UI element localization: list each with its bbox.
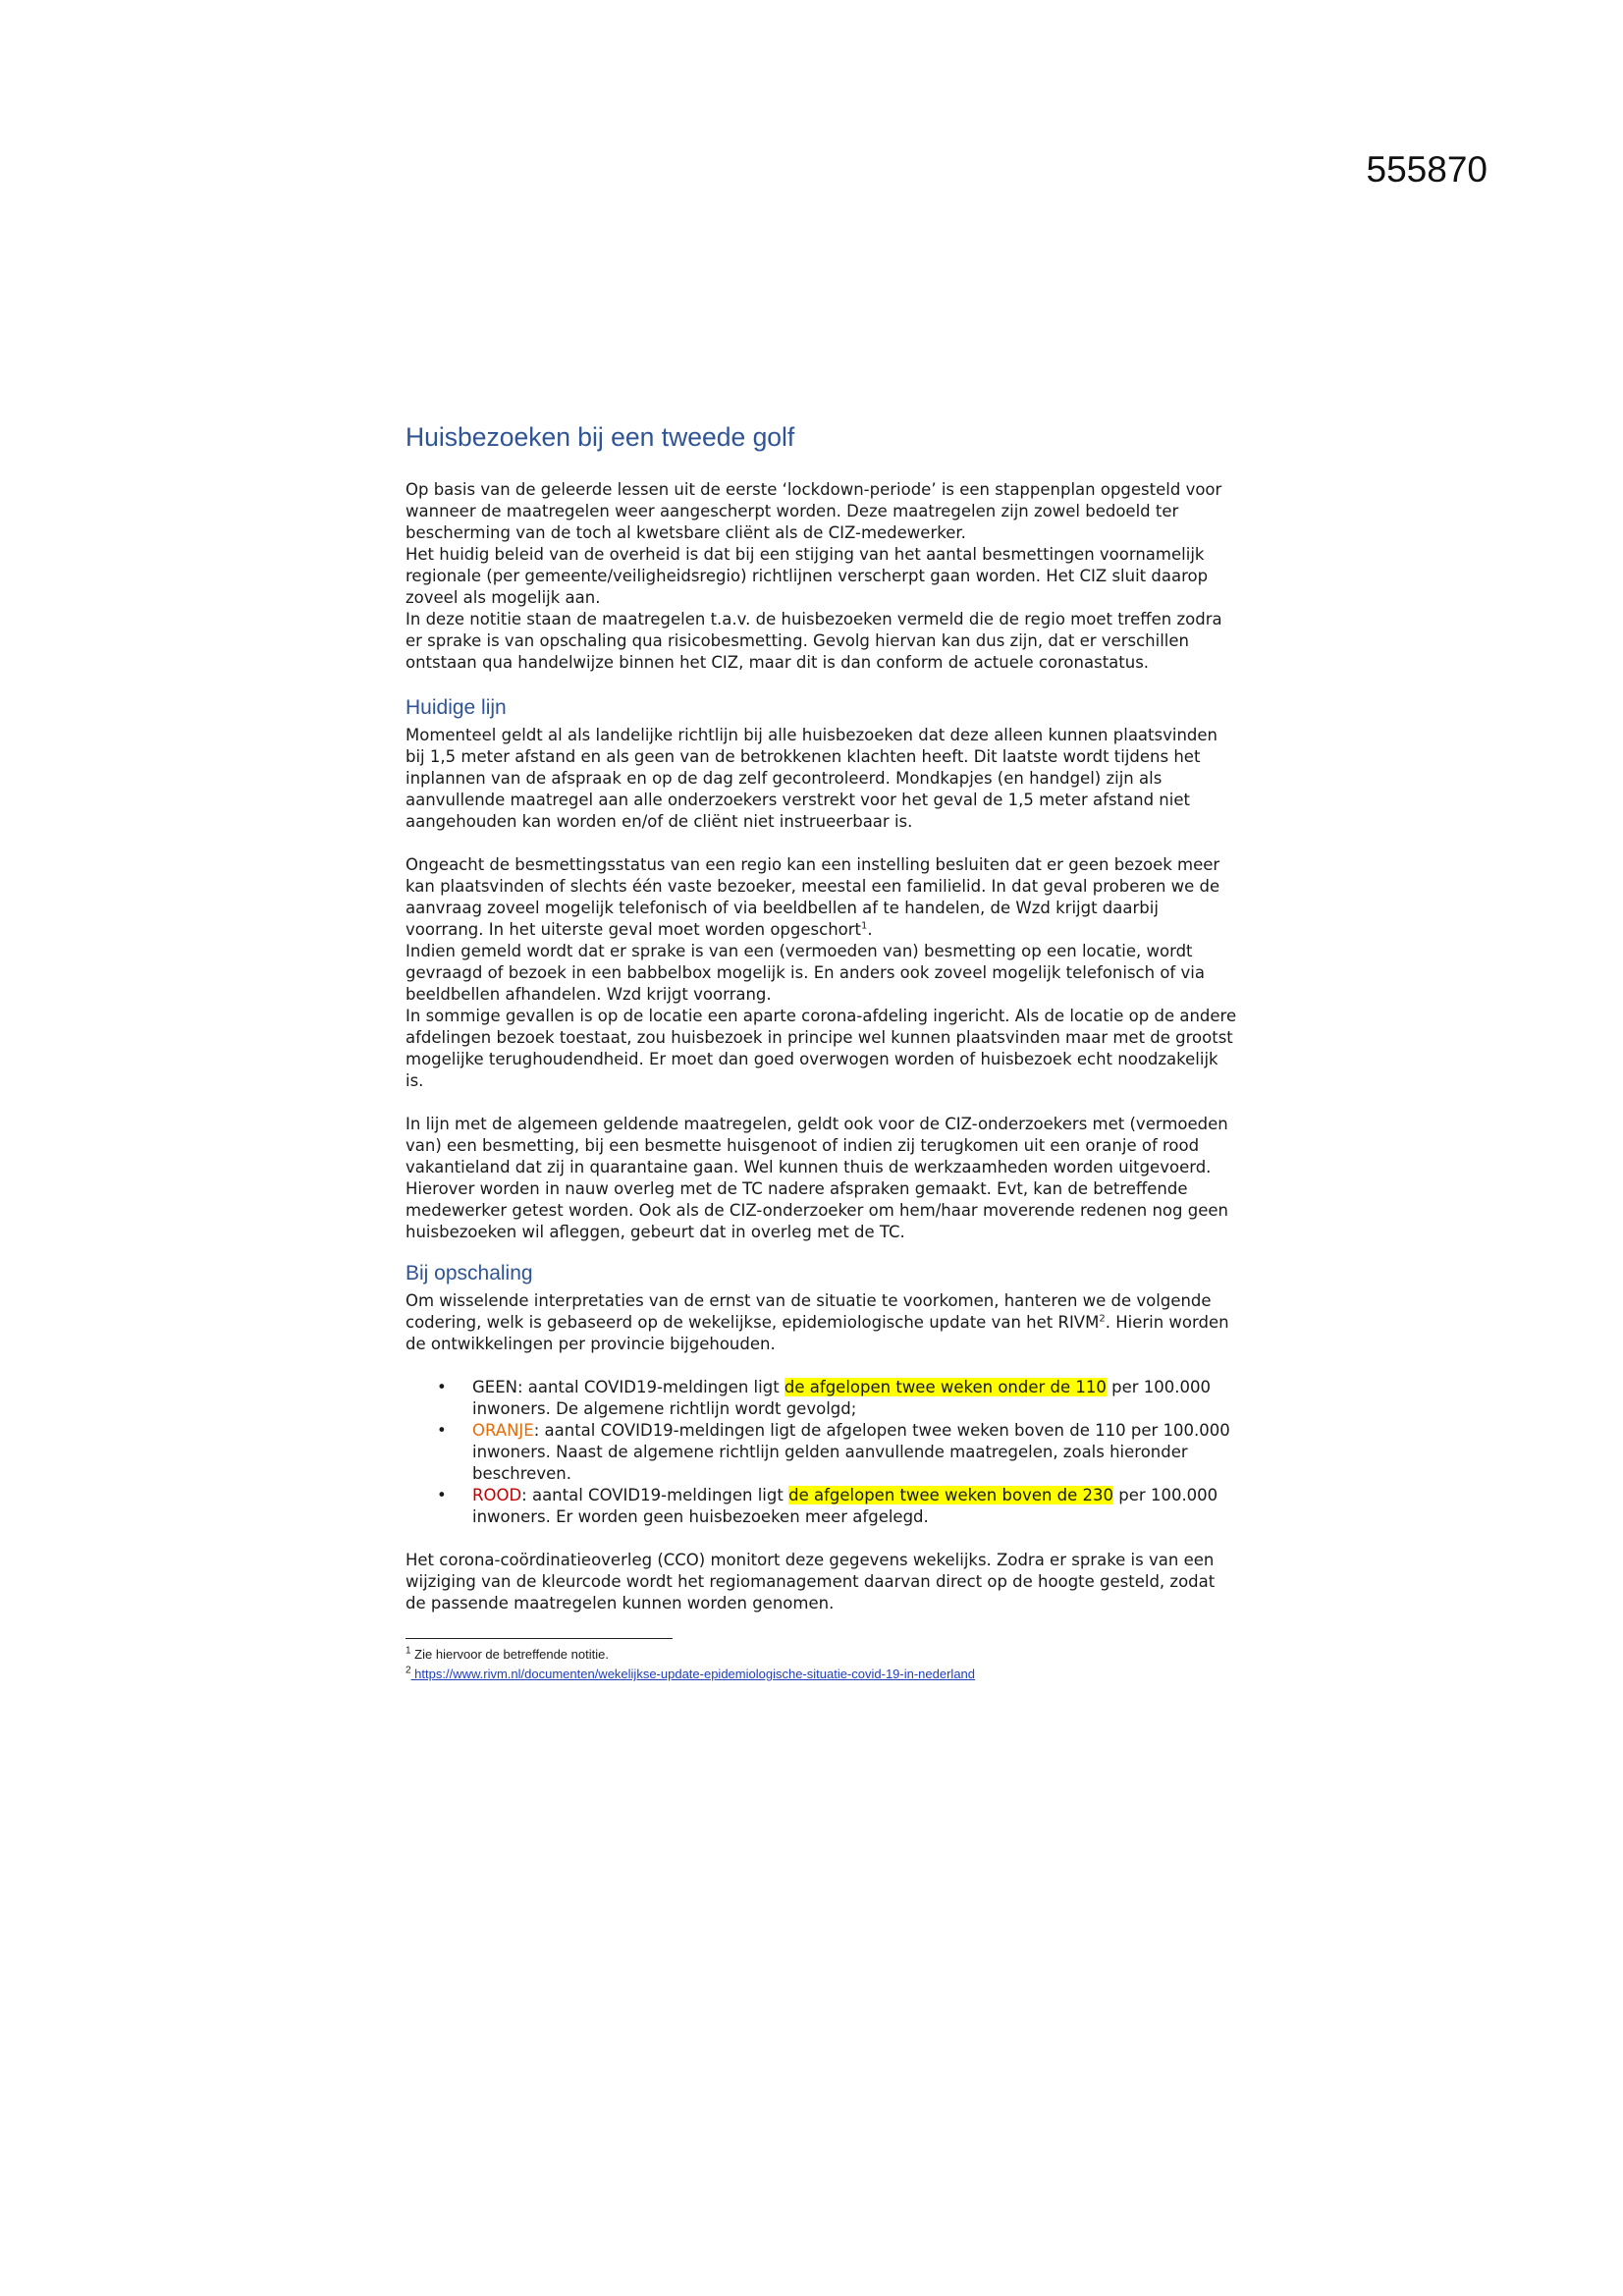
paragraph-text: . Hierin worden de ontwikkelingen per provincie bijgehouden.	[406, 1313, 1229, 1353]
footnote-number: 2	[406, 1665, 411, 1676]
footnote	[406, 1645, 1240, 1665]
section-paragraph: Indien gemeld wordt dat er sprake is van een (vermoeden van) besmetting op een locatie, wordt gevraagd of bezoek in een babbelbox mogelijk is. En anders ook zoveel mogelijk telefonisch of via beeldbellen afhandelen. Wzd krijgt voorrang.	[406, 942, 1205, 1004]
section-heading-opschaling: Bij opschaling	[406, 1262, 533, 1285]
intro-paragraph: Op basis van de geleerde lessen uit de eerste ‘lockdown-periode’ is een stappenplan opgesteld voor wanneer de maatregelen weer aangescherpt worden. Deze maatregelen zijn zowel bedoeld ter bescherming van de toch al kwetsbare cliënt als de CIZ-medewerker.	[406, 480, 1222, 542]
intro-paragraph: In deze notitie staan de maatregelen t.a.v. de huisbezoeken vermeld die de regio moet treffen zodra er sprake is van opschaling qua risicobesmetting. Gevolg hiervan kan dus zijn, dat er verschillen ontstaan qua handelwijze binnen het CIZ, maar dit is dan conform de actuele coronastatus.	[406, 610, 1222, 672]
section-paragraph: Momenteel geldt al als landelijke richtlijn bij alle huisbezoeken dat deze alleen kunnen plaatsvinden bij 1,5 meter afstand en als geen van de betrokkenen klachten heeft. Dit laatste wordt tijdens het inplannen van de afspraak en op de dag zelf gecontroleerd. Mondkapjes (en handgel) zijn als aanvullende maatregel aan alle onderzoekers verstrekt voor het geval de 1,5 meter afstand niet aangehouden kan worden en/of de cliënt niet instrueerbaar is.	[406, 726, 1217, 831]
code-label-oranje: ORANJE	[472, 1421, 534, 1440]
intro-paragraph: Het huidig beleid van de overheid is dat bij een stijging van het aantal besmettingen voornamelijk regionale (per gemeente/veiligheidsregio) richtlijnen verscherpt gaan worden. Het CIZ sluit daarop zoveel als mogelijk aan.	[406, 545, 1209, 607]
color-code-list	[406, 1377, 1240, 1528]
highlighted-text: de afgelopen twee weken onder de 110	[784, 1378, 1107, 1396]
section-paragraph: In lijn met de algemeen geldende maatregelen, geldt ook voor de CIZ-onderzoekers met (vermoeden van) een besmetting, bij een besmette huisgenoot of indien zij terugkomen uit een oranje of rood vakantieland dat zij in quarantaine gaan. Wel kunnen thuis de werkzaamheden worden uitgevoerd. Hierover worden in nauw overleg met de TC nadere afspraken gemaakt. Evt, kan de betreffende medewerker getest worden. Ook als de CIZ-onderzoeker om hem/haar moverende redenen nog geen huisbezoeken wil afleggen, gebeurt dat in overleg met de TC.	[406, 1115, 1228, 1241]
list-item	[437, 1485, 1240, 1528]
document-body	[406, 420, 1240, 1684]
footnote-ref: 1	[861, 920, 868, 932]
paragraph-text: Om wisselende interpretaties van de ernst van de situatie te voorkomen, hanteren we de volgende codering, welk is gebaseerd op de wekelijkse, epidemiologische update van het RIVM	[406, 1291, 1212, 1332]
list-item-text: : aantal COVID19-meldingen ligt	[516, 1378, 784, 1396]
bullet-icon: •	[437, 1421, 447, 1440]
footnote-text: Zie hiervoor de betreffende notitie.	[410, 1647, 609, 1662]
code-label-rood: ROOD	[472, 1486, 522, 1504]
section-paragraph: In sommige gevallen is op de locatie een aparte corona-afdeling ingericht. Als de locatie op de andere afdelingen bezoek toestaat, zou huisbezoek in principe wel kunnen plaatsvinden maar met de grootst mogelijke terughoudendheid. Er moet dan goed overwogen worden of huisbezoek echt noodzakelijk is.	[406, 1007, 1237, 1090]
highlighted-text: de afgelopen twee weken boven de 230	[788, 1486, 1114, 1504]
rivm-link[interactable]: https://www.rivm.nl/documenten/wekelijkse-update-epidemiologische-situatie-covid-19-in-nederland	[410, 1667, 976, 1681]
paragraph-text: Ongeacht de besmettingsstatus van een regio kan een instelling besluiten dat er geen bezoek meer kan plaatsvinden of slechts één vaste bezoeker, meestal een familielid. In dat geval proberen we de aanvraag zoveel mogelijk telefonisch of via beeldbellen af te handelen, de Wzd krijgt daarbij voorrang. In het uiterste geval moet worden opgeschort	[406, 855, 1220, 939]
list-item	[437, 1377, 1240, 1420]
footnote-ref: 2	[1099, 1313, 1106, 1325]
list-item-text: per 100.000 inwoners. De algemene richtlijn wordt gevolgd;	[472, 1378, 1212, 1418]
code-label-geen: GEEN	[472, 1378, 517, 1396]
page-title: Huisbezoeken bij een tweede golf	[406, 422, 795, 452]
list-item-text: : aantal COVID19-meldingen ligt de afgelopen twee weken boven de 110 per 100.000 inwoners. Naast de algemene richtlijn gelden aanvullende maatregelen, zoals hieronder beschreven.	[472, 1421, 1230, 1483]
document-id: 555870	[1366, 149, 1488, 190]
footnote-divider	[406, 1638, 673, 1639]
list-item-text: : aantal COVID19-meldingen ligt	[521, 1486, 789, 1504]
footnote-number: 1	[406, 1645, 411, 1657]
section-paragraph: Het corona-coördinatieoverleg (CCO) monitort deze gegevens wekelijks. Zodra er sprake is van een wijziging van de kleurcode wordt het regiomanagement daarvan direct op de hoogte gesteld, zodat de passende maatregelen kunnen worden genomen.	[406, 1551, 1216, 1613]
section-heading-huidige-lijn: Huidige lijn	[406, 696, 507, 719]
bullet-icon: •	[437, 1486, 447, 1504]
footnote	[406, 1665, 1240, 1684]
list-item-text: per 100.000 inwoners. Er worden geen huisbezoeken meer afgelegd.	[472, 1486, 1218, 1526]
paragraph-text: .	[867, 920, 873, 939]
section-paragraph	[406, 1290, 1240, 1355]
section-paragraph	[406, 854, 1240, 941]
bullet-icon: •	[437, 1378, 447, 1396]
list-item	[437, 1420, 1240, 1485]
